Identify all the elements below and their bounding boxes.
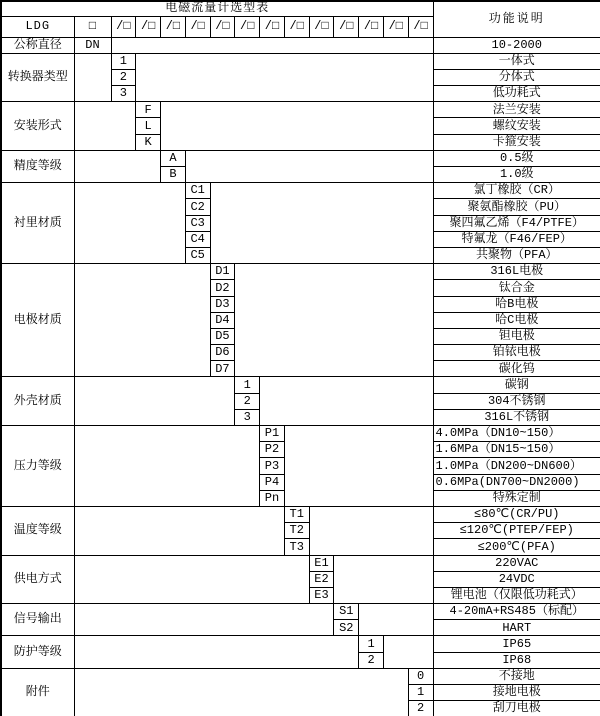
model-slot-13: /□ — [408, 16, 433, 37]
code-cell: D4 — [210, 312, 235, 328]
model-slot-3: /□ — [161, 16, 186, 37]
table-row — [1, 426, 600, 442]
group-label-4: 衬里材质 — [1, 183, 74, 264]
group-label-7: 压力等级 — [1, 426, 74, 507]
function-cell: 10-2000 — [433, 37, 600, 53]
model-prefix: LDG — [1, 16, 74, 37]
model-slot-4: /□ — [185, 16, 210, 37]
blank-span-left — [74, 183, 185, 264]
code-cell: C5 — [185, 247, 210, 263]
group-label-12: 附件 — [1, 668, 74, 716]
group-label-11: 防护等级 — [1, 636, 74, 668]
code-cell: S1 — [334, 604, 359, 620]
blank-span-right — [334, 555, 433, 604]
model-slot-10: /□ — [334, 16, 359, 37]
blank-span-right — [161, 102, 433, 151]
function-column-header: 功能说明 — [433, 1, 600, 37]
model-slot-5: /□ — [210, 16, 235, 37]
function-cell: 4.0MPa（DN10~150） — [433, 426, 600, 442]
blank-span-left — [74, 426, 260, 507]
function-cell: IP68 — [433, 652, 600, 668]
code-cell: P1 — [260, 426, 285, 442]
code-cell: C3 — [185, 215, 210, 231]
blank-span-left — [74, 102, 136, 151]
code-cell: D1 — [210, 264, 235, 280]
group-label-0: 公称直径 — [1, 37, 74, 53]
group-label-3: 精度等级 — [1, 150, 74, 182]
code-cell: A — [161, 150, 186, 166]
code-cell: E3 — [309, 587, 334, 603]
function-cell: 钛合金 — [433, 280, 600, 296]
blank-span-left — [74, 604, 334, 636]
blank-span-left — [74, 506, 284, 555]
blank-span-left — [74, 150, 161, 182]
blank-span-left — [74, 377, 235, 426]
function-cell: 特殊定制 — [433, 490, 600, 506]
function-cell: 哈C电极 — [433, 312, 600, 328]
function-cell: 1.0级 — [433, 167, 600, 183]
code-cell: 3 — [235, 409, 260, 425]
code-cell: 2 — [111, 69, 136, 85]
model-slot-11: /□ — [359, 16, 384, 37]
function-cell: 特氟龙（F46/FEP） — [433, 231, 600, 247]
function-cell: IP65 — [433, 636, 600, 652]
code-cell: P4 — [260, 474, 285, 490]
blank-span-left — [74, 555, 309, 604]
code-cell: 1 — [408, 685, 433, 701]
blank-span-left — [74, 53, 111, 102]
blank-span-right — [260, 377, 433, 426]
function-cell: 锂电池（仅限低功耗式） — [433, 587, 600, 603]
table-row — [1, 183, 600, 199]
function-cell: 316L不锈钢 — [433, 409, 600, 425]
function-cell: 220VAC — [433, 555, 600, 571]
function-cell: 316L电极 — [433, 264, 600, 280]
function-cell: 0.5级 — [433, 150, 600, 166]
table-row — [1, 604, 600, 620]
group-label-6: 外壳材质 — [1, 377, 74, 426]
code-cell: 0 — [408, 668, 433, 684]
function-cell: 不接地 — [433, 668, 600, 684]
group-label-8: 温度等级 — [1, 506, 74, 555]
code-cell: T3 — [284, 539, 309, 555]
code-cell: C1 — [185, 183, 210, 199]
function-cell: 1.0MPa（DN200~DN600） — [433, 458, 600, 474]
function-cell: 钽电极 — [433, 328, 600, 344]
code-cell: L — [136, 118, 161, 134]
blank-span-left — [74, 668, 408, 716]
model-slot-12: /□ — [383, 16, 408, 37]
code-cell: P2 — [260, 442, 285, 458]
code-cell: DN — [74, 37, 111, 53]
function-cell: 法兰安装 — [433, 102, 600, 118]
table-row — [1, 37, 600, 53]
group-label-10: 信号输出 — [1, 604, 74, 636]
model-slot-8: /□ — [284, 16, 309, 37]
code-cell: 2 — [408, 701, 433, 716]
function-cell: ≤80℃(CR/PU) — [433, 506, 600, 522]
code-cell: 2 — [359, 652, 384, 668]
function-cell: 4-20mA+RS485（标配） — [433, 604, 600, 620]
function-cell: 24VDC — [433, 571, 600, 587]
function-cell: 哈B电极 — [433, 296, 600, 312]
code-cell: D6 — [210, 345, 235, 361]
model-box-slot: □ — [74, 16, 111, 37]
table-row — [1, 636, 600, 652]
code-cell: T2 — [284, 523, 309, 539]
function-cell: 螺纹安装 — [433, 118, 600, 134]
group-label-9: 供电方式 — [1, 555, 74, 604]
function-cell: 氯丁橡胶（CR） — [433, 183, 600, 199]
code-cell: D3 — [210, 296, 235, 312]
blank-span-right — [111, 37, 433, 53]
function-cell: 一体式 — [433, 53, 600, 69]
function-cell: 1.6MPa（DN15~150） — [433, 442, 600, 458]
code-cell: T1 — [284, 506, 309, 522]
code-cell: 2 — [235, 393, 260, 409]
model-slot-9: /□ — [309, 16, 334, 37]
code-cell: B — [161, 167, 186, 183]
group-label-2: 安装形式 — [1, 102, 74, 151]
code-cell: D7 — [210, 361, 235, 377]
code-cell: C4 — [185, 231, 210, 247]
table-row — [1, 53, 600, 69]
function-cell: 0.6MPa(DN700~DN2000) — [433, 474, 600, 490]
group-label-1: 转换器类型 — [1, 53, 74, 102]
code-cell: E2 — [309, 571, 334, 587]
table-row — [1, 102, 600, 118]
code-cell: Pn — [260, 490, 285, 506]
function-cell: HART — [433, 620, 600, 636]
function-cell: ≤120℃(PTEP/FEP) — [433, 523, 600, 539]
table-row — [1, 506, 600, 522]
code-cell: F — [136, 102, 161, 118]
code-cell: 3 — [111, 86, 136, 102]
table-row — [1, 555, 600, 571]
function-cell: 聚氨酯橡胶（PU） — [433, 199, 600, 215]
table-row — [1, 377, 600, 393]
code-cell: S2 — [334, 620, 359, 636]
blank-span-right — [383, 636, 433, 668]
function-cell: 304不锈钢 — [433, 393, 600, 409]
blank-span-right — [235, 264, 433, 377]
code-cell: C2 — [185, 199, 210, 215]
title-row — [1, 1, 600, 16]
code-cell: D5 — [210, 328, 235, 344]
code-cell: P3 — [260, 458, 285, 474]
model-slot-6: /□ — [235, 16, 260, 37]
function-cell: 碳钢 — [433, 377, 600, 393]
model-slot-7: /□ — [260, 16, 285, 37]
blank-span-right — [309, 506, 433, 555]
table-row — [1, 668, 600, 684]
function-cell: 低功耗式 — [433, 86, 600, 102]
function-cell: 碳化钨 — [433, 361, 600, 377]
blank-span-right — [136, 53, 433, 102]
blank-span-left — [74, 636, 359, 668]
code-cell: 1 — [235, 377, 260, 393]
function-cell: 共聚物（PFA） — [433, 247, 600, 263]
function-cell: 铂铱电极 — [433, 345, 600, 361]
code-cell: D2 — [210, 280, 235, 296]
code-cell: K — [136, 134, 161, 150]
model-slot-1: /□ — [111, 16, 136, 37]
blank-span-right — [210, 183, 433, 264]
code-cell: E1 — [309, 555, 334, 571]
model-slot-2: /□ — [136, 16, 161, 37]
code-cell: 1 — [111, 53, 136, 69]
table-title: 电磁流量计选型表 — [1, 1, 433, 16]
function-cell: 分体式 — [433, 69, 600, 85]
group-label-5: 电极材质 — [1, 264, 74, 377]
code-cell: 1 — [359, 636, 384, 652]
blank-span-right — [284, 426, 433, 507]
function-cell: 接地电极 — [433, 685, 600, 701]
function-cell: 聚四氟乙烯（F4/PTFE） — [433, 215, 600, 231]
blank-span-right — [359, 604, 433, 636]
blank-span-left — [74, 264, 210, 377]
table-row — [1, 264, 600, 280]
table-row — [1, 150, 600, 166]
function-cell: ≤200℃(PFA) — [433, 539, 600, 555]
blank-span-right — [185, 150, 433, 182]
function-cell: 卡箍安装 — [433, 134, 600, 150]
function-cell: 刮刀电极 — [433, 701, 600, 716]
